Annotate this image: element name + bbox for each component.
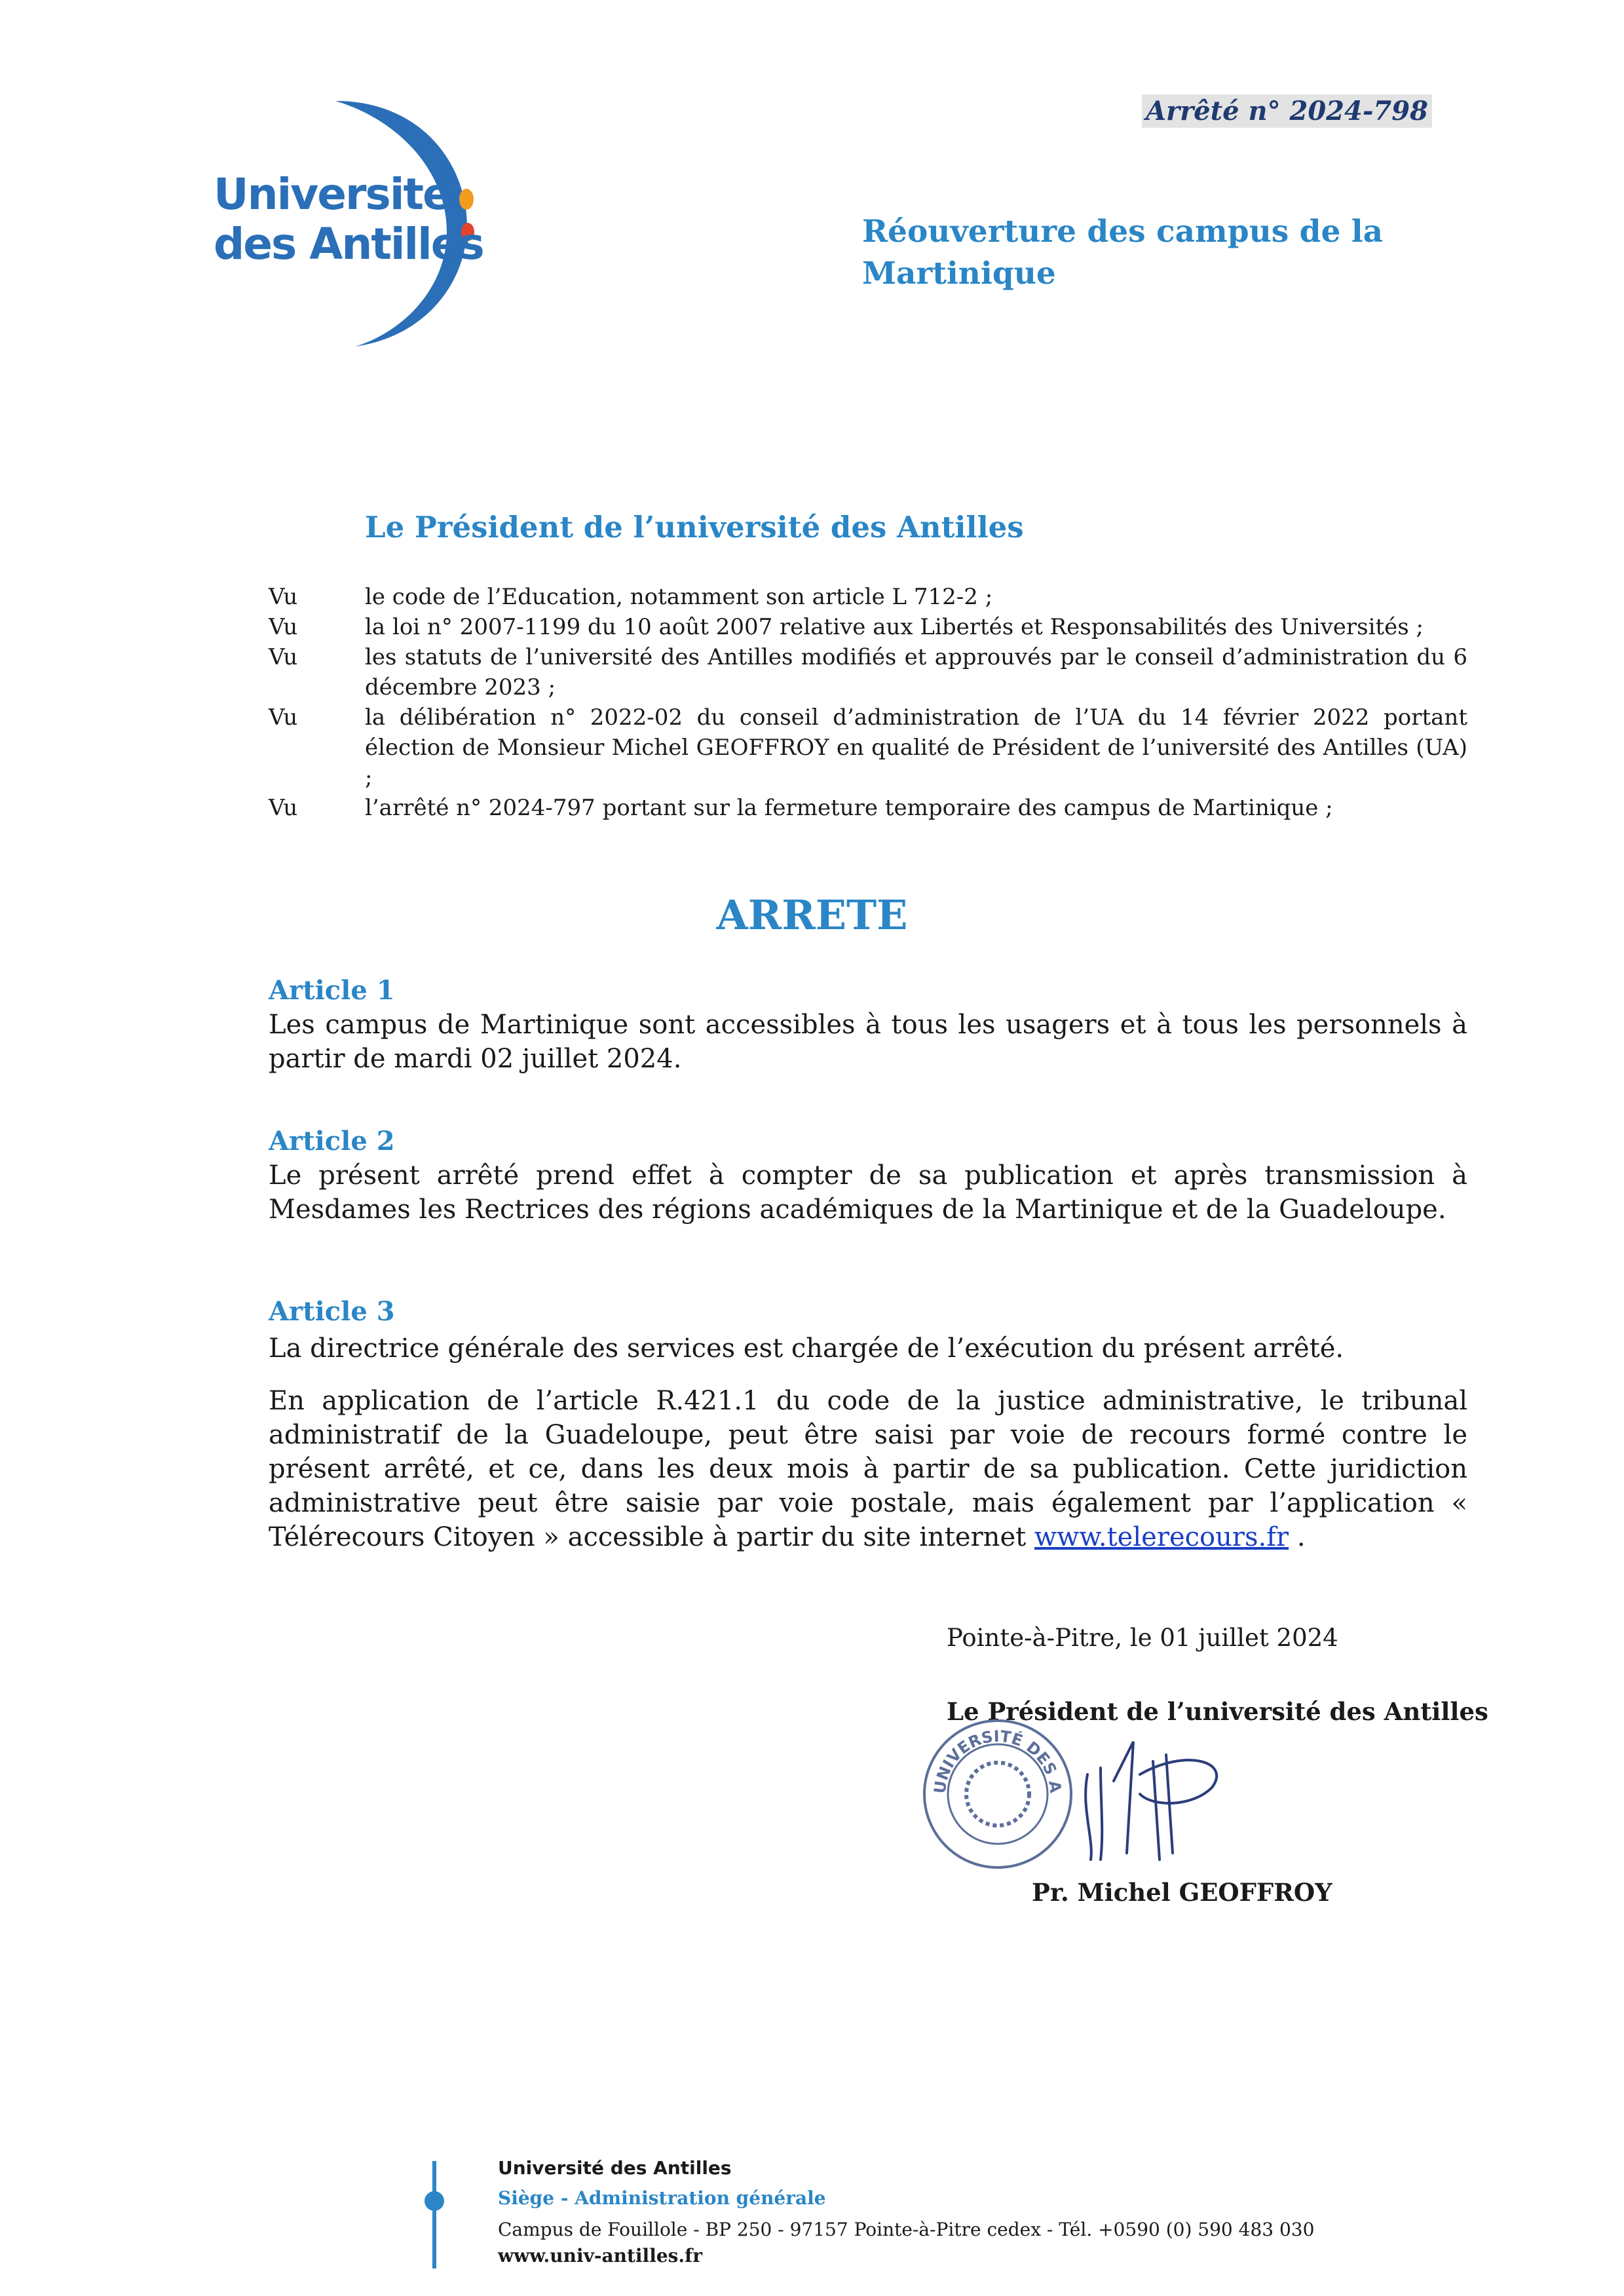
article-3-title: Article 3 — [269, 1296, 395, 1327]
place-date: Pointe-à-Pitre, le 01 juillet 2024 — [947, 1624, 1338, 1652]
vu-text: la délibération n° 2022-02 du conseil d’administration de l’UA du 14 février 2022 portant élection de Monsieur Michel GEOFFROY en qualité de Président de l’université des Antilles (UA) ; — [365, 704, 1467, 791]
footer-dept: Siège - Administration générale — [498, 2187, 826, 2209]
signatory-name: Pr. Michel GEOFFROY — [1032, 1878, 1332, 1907]
vu-list — [269, 582, 1467, 823]
president-heading: Le Président de l’université des Antilles — [365, 510, 1024, 545]
vu-item — [269, 582, 1467, 612]
logo-line-2: des Antilles — [214, 219, 483, 269]
footer-address: Campus de Fouillole - BP 250 - 97157 Pointe-à-Pitre cedex - Tél. +0590 (0) 590 483 030 — [498, 2219, 1315, 2240]
handwritten-signature — [1074, 1735, 1245, 1866]
vu-key: Vu — [269, 584, 298, 610]
footer-org: Université des Antilles — [498, 2157, 732, 2179]
vu-item — [269, 702, 1467, 793]
appeal-paragraph — [269, 1384, 1467, 1554]
article-1-body: Les campus de Martinique sont accessibles à tous les usagers et à tous les personnels à partir de mardi 02 juillet 2024. — [269, 1010, 1467, 1074]
vu-item — [269, 642, 1467, 702]
appeal-end: . — [1289, 1522, 1306, 1552]
footer-website[interactable]: www.univ-antilles.fr — [498, 2245, 702, 2267]
decree-reference: Arrêté n° 2024-798 — [1142, 94, 1432, 128]
article-1-title: Article 1 — [269, 975, 395, 1006]
arrete-title: ARRETE — [716, 891, 908, 939]
logo-line-1: Université — [214, 169, 451, 220]
vu-text: les statuts de l’université des Antilles modifiés et approuvés par le conseil d’administration du 6 décembre 2023 ; — [365, 644, 1467, 700]
university-logo — [211, 94, 486, 350]
signature-icon — [1074, 1735, 1245, 1866]
article-2-title: Article 2 — [269, 1126, 395, 1157]
vu-key: Vu — [269, 795, 298, 821]
seal-stamp-icon — [922, 1702, 1073, 1873]
vu-text: l’arrêté n° 2024-797 portant sur la fermeture temporaire des campus de Martinique ; — [365, 795, 1333, 821]
university-seal — [922, 1702, 1073, 1873]
vu-item — [269, 612, 1467, 642]
vu-item — [269, 793, 1467, 823]
article-3-body: La directrice générale des services est chargée de l’exécution du présent arrêté. — [269, 1333, 1344, 1364]
svg-text:UNIVERSITÉ DES ANTILLES: UNIVERSITÉ DES A — [930, 1727, 1065, 1795]
vu-key: Vu — [269, 704, 298, 731]
vu-key: Vu — [269, 614, 298, 640]
footer-bar — [432, 2161, 436, 2268]
signatory-title: Le Président de l’université des Antilles — [947, 1697, 1488, 1726]
footer-dot-icon — [425, 2191, 444, 2211]
vu-text: le code de l’Education, notamment son article L 712-2 ; — [365, 584, 993, 610]
vu-text: la loi n° 2007-1199 du 10 août 2007 relative aux Libertés et Responsabilités des Universités ; — [365, 614, 1424, 640]
vu-key: Vu — [269, 644, 298, 670]
appeal-text: En application de l’article R.421.1 du code de la justice administrative, le tribunal administratif de la Guadeloupe, peut être saisi par voie de recours formé contre le présent arrêté, et ce, dans les deux mois à partir de sa publication. Cette juridiction administrative peut être saisie par voie postale, mais également par l’application « Télérecours Citoyen » accessible à partir du site internet — [269, 1386, 1467, 1552]
document-subject: Réouverture des campus de la Martinique — [862, 214, 1384, 292]
telerecours-link[interactable]: www.telerecours.fr — [1034, 1522, 1289, 1552]
article-2-body: Le présent arrêté prend effet à compter de sa publication et après transmission à Mesdames les Rectrices des régions académiques de la Martinique et de la Guadeloupe. — [269, 1160, 1467, 1225]
